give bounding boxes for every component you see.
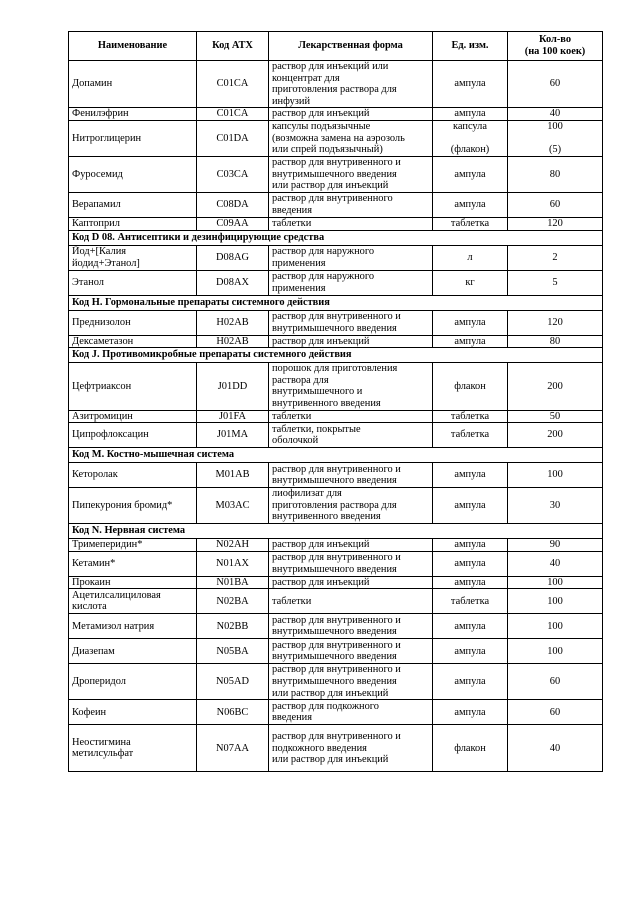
drug-name-cell: Йод+[Калия йодид+Этанол] <box>69 245 197 270</box>
drug-name-cell: Цефтриаксон <box>69 363 197 410</box>
drug-name-cell: Дексаметазон <box>69 335 197 348</box>
atc-code-cell: N02BA <box>197 589 269 614</box>
atc-code-cell: H02AB <box>197 310 269 335</box>
table-row <box>69 589 603 614</box>
unit-cell: ампула <box>433 310 508 335</box>
unit-cell: таблетка <box>433 217 508 230</box>
atc-code-cell: N01BA <box>197 576 269 589</box>
drug-name-cell: Азитромицин <box>69 410 197 423</box>
quantity-cell: 2 <box>508 245 603 270</box>
header-name: Наименование <box>69 32 197 61</box>
table-row <box>69 576 603 589</box>
dosage-form-cell: капсулы подъязычные (возможна замена на аэрозоль или спрей подъязычный) <box>269 120 433 156</box>
atc-code-cell: C09AA <box>197 217 269 230</box>
drug-name-cell: Верапамил <box>69 192 197 217</box>
table-body <box>69 61 603 772</box>
table-row <box>69 488 603 524</box>
unit-cell: кг <box>433 270 508 295</box>
table-row <box>69 639 603 664</box>
dosage-form-cell: раствор для внутривенного и внутримышечного введения <box>269 310 433 335</box>
unit-cell: ампула <box>433 576 508 589</box>
section-header-row <box>69 230 603 245</box>
quantity-cell: 200 <box>508 423 603 448</box>
quantity-cell: 100 (5) <box>508 120 603 156</box>
table-row <box>69 192 603 217</box>
atc-code-cell: N01AX <box>197 551 269 576</box>
unit-cell: ампула <box>433 335 508 348</box>
unit-cell: таблетка <box>433 423 508 448</box>
dosage-form-cell: раствор для внутривенного и внутримышечного введения <box>269 614 433 639</box>
table-row <box>69 335 603 348</box>
unit-cell: флакон <box>433 363 508 410</box>
dosage-form-cell: таблетки <box>269 410 433 423</box>
table-row <box>69 363 603 410</box>
dosage-form-cell: таблетки <box>269 217 433 230</box>
section-header-row <box>69 295 603 310</box>
drug-name-cell: Фуросемид <box>69 156 197 192</box>
header-dosage-form: Лекарственная форма <box>269 32 433 61</box>
unit-cell: ампула <box>433 463 508 488</box>
drug-name-cell: Ципрофлоксацин <box>69 423 197 448</box>
dosage-form-cell: раствор для наружного применения <box>269 245 433 270</box>
dosage-form-cell: раствор для внутривенного и внутримышечного введения <box>269 551 433 576</box>
drug-name-cell: Метамизол натрия <box>69 614 197 639</box>
unit-cell: ампула <box>433 156 508 192</box>
drug-name-cell: Пипекурония бромид* <box>69 488 197 524</box>
unit-cell: ампула <box>433 61 508 108</box>
atc-code-cell: C01CA <box>197 108 269 121</box>
atc-code-cell: C03CA <box>197 156 269 192</box>
section-title: Код J. Противомикробные препараты системного действия <box>69 348 603 363</box>
dosage-form-cell: раствор для наружного применения <box>269 270 433 295</box>
atc-code-cell: N05BA <box>197 639 269 664</box>
unit-cell: флакон <box>433 725 508 772</box>
atc-code-cell: N02AH <box>197 539 269 552</box>
quantity-cell: 60 <box>508 61 603 108</box>
table-row <box>69 61 603 108</box>
quantity-cell: 30 <box>508 488 603 524</box>
quantity-cell: 40 <box>508 725 603 772</box>
atc-code-cell: M03AC <box>197 488 269 524</box>
atc-code-cell: N05AD <box>197 664 269 700</box>
table-row <box>69 217 603 230</box>
drug-name-cell: Кофеин <box>69 700 197 725</box>
header-atc-code: Код АТХ <box>197 32 269 61</box>
dosage-form-cell: раствор для внутривенного введения <box>269 192 433 217</box>
quantity-cell: 80 <box>508 335 603 348</box>
table-row <box>69 725 603 772</box>
drug-name-cell: Фенилэфрин <box>69 108 197 121</box>
dosage-form-cell: раствор для инъекций <box>269 335 433 348</box>
atc-code-cell: N06BC <box>197 700 269 725</box>
table-row <box>69 463 603 488</box>
atc-code-cell: C08DA <box>197 192 269 217</box>
table-row <box>69 156 603 192</box>
unit-cell: ампула <box>433 639 508 664</box>
table-row <box>69 310 603 335</box>
drug-name-cell: Тримеперидин* <box>69 539 197 552</box>
dosage-form-cell: таблетки <box>269 589 433 614</box>
dosage-form-cell: раствор для внутривенного и внутримышечного введения или раствор для инъекций <box>269 664 433 700</box>
unit-cell: ампула <box>433 192 508 217</box>
header-unit: Ед. изм. <box>433 32 508 61</box>
unit-cell: ампула <box>433 664 508 700</box>
section-title: Код D 08. Антисептики и дезинфицирующие средства <box>69 230 603 245</box>
drug-name-cell: Прокаин <box>69 576 197 589</box>
atc-code-cell: J01MA <box>197 423 269 448</box>
drug-name-cell: Ацетилсалициловая кислота <box>69 589 197 614</box>
unit-cell: капсула (флакон) <box>433 120 508 156</box>
drug-name-cell: Неостигмина метилсульфат <box>69 725 197 772</box>
table-row <box>69 664 603 700</box>
drug-name-cell: Нитроглицерин <box>69 120 197 156</box>
dosage-form-cell: раствор для подкожного введения <box>269 700 433 725</box>
unit-cell: ампула <box>433 539 508 552</box>
unit-cell: таблетка <box>433 589 508 614</box>
atc-code-cell: N07AA <box>197 725 269 772</box>
table-row <box>69 270 603 295</box>
drug-name-cell: Допамин <box>69 61 197 108</box>
unit-cell: ампула <box>433 108 508 121</box>
atc-code-cell: C01DA <box>197 120 269 156</box>
dosage-form-cell: раствор для внутривенного и внутримышечного введения <box>269 639 433 664</box>
dosage-form-cell: порошок для приготовления раствора для внутримышечного и внутривенного введения <box>269 363 433 410</box>
atc-code-cell: J01DD <box>197 363 269 410</box>
dosage-form-cell: раствор для инъекций или концентрат для приготовления раствора для инфузий <box>269 61 433 108</box>
dosage-form-cell: лиофилизат для приготовления раствора для внутривенного введения <box>269 488 433 524</box>
atc-code-cell: D08AG <box>197 245 269 270</box>
section-header-row <box>69 448 603 463</box>
table-row <box>69 120 603 156</box>
table-row <box>69 245 603 270</box>
atc-code-cell: N02BB <box>197 614 269 639</box>
drug-name-cell: Диазепам <box>69 639 197 664</box>
drug-name-cell: Кеторолак <box>69 463 197 488</box>
drug-name-cell: Этанол <box>69 270 197 295</box>
drug-list-table <box>68 31 603 772</box>
table-row <box>69 423 603 448</box>
unit-cell: ампула <box>433 488 508 524</box>
quantity-cell: 60 <box>508 192 603 217</box>
table-row <box>69 108 603 121</box>
quantity-cell: 60 <box>508 700 603 725</box>
quantity-cell: 100 <box>508 589 603 614</box>
table-header-row <box>69 32 603 61</box>
quantity-cell: 200 <box>508 363 603 410</box>
quantity-cell: 60 <box>508 664 603 700</box>
section-title: Код M. Костно-мышечная система <box>69 448 603 463</box>
quantity-cell: 80 <box>508 156 603 192</box>
dosage-form-cell: раствор для инъекций <box>269 539 433 552</box>
table-row <box>69 539 603 552</box>
section-header-row <box>69 348 603 363</box>
atc-code-cell: D08AX <box>197 270 269 295</box>
quantity-cell: 100 <box>508 639 603 664</box>
quantity-cell: 100 <box>508 614 603 639</box>
unit-cell: ампула <box>433 614 508 639</box>
section-title: Код N. Нервная система <box>69 524 603 539</box>
header-quantity: Кол-во (на 100 коек) <box>508 32 603 61</box>
atc-code-cell: H02AB <box>197 335 269 348</box>
quantity-cell: 50 <box>508 410 603 423</box>
table-row <box>69 551 603 576</box>
table-row <box>69 614 603 639</box>
drug-name-cell: Преднизолон <box>69 310 197 335</box>
dosage-form-cell: раствор для инъекций <box>269 108 433 121</box>
drug-name-cell: Кетамин* <box>69 551 197 576</box>
quantity-cell: 120 <box>508 310 603 335</box>
dosage-form-cell: таблетки, покрытые оболочкой <box>269 423 433 448</box>
table-row <box>69 410 603 423</box>
atc-code-cell: M01AB <box>197 463 269 488</box>
quantity-cell: 40 <box>508 551 603 576</box>
dosage-form-cell: раствор для инъекций <box>269 576 433 589</box>
quantity-cell: 120 <box>508 217 603 230</box>
quantity-cell: 100 <box>508 463 603 488</box>
quantity-cell: 90 <box>508 539 603 552</box>
quantity-cell: 100 <box>508 576 603 589</box>
table-row <box>69 700 603 725</box>
drug-name-cell: Дроперидол <box>69 664 197 700</box>
atc-code-cell: C01CA <box>197 61 269 108</box>
quantity-cell: 5 <box>508 270 603 295</box>
quantity-cell: 40 <box>508 108 603 121</box>
dosage-form-cell: раствор для внутривенного и внутримышечного введения <box>269 463 433 488</box>
unit-cell: ампула <box>433 551 508 576</box>
atc-code-cell: J01FA <box>197 410 269 423</box>
dosage-form-cell: раствор для внутривенного и внутримышечного введения или раствор для инъекций <box>269 156 433 192</box>
section-header-row <box>69 524 603 539</box>
unit-cell: ампула <box>433 700 508 725</box>
drug-name-cell: Каптоприл <box>69 217 197 230</box>
unit-cell: л <box>433 245 508 270</box>
section-title: Код H. Гормональные препараты системного действия <box>69 295 603 310</box>
dosage-form-cell: раствор для внутривенного и подкожного введения или раствор для инъекций <box>269 725 433 772</box>
unit-cell: таблетка <box>433 410 508 423</box>
